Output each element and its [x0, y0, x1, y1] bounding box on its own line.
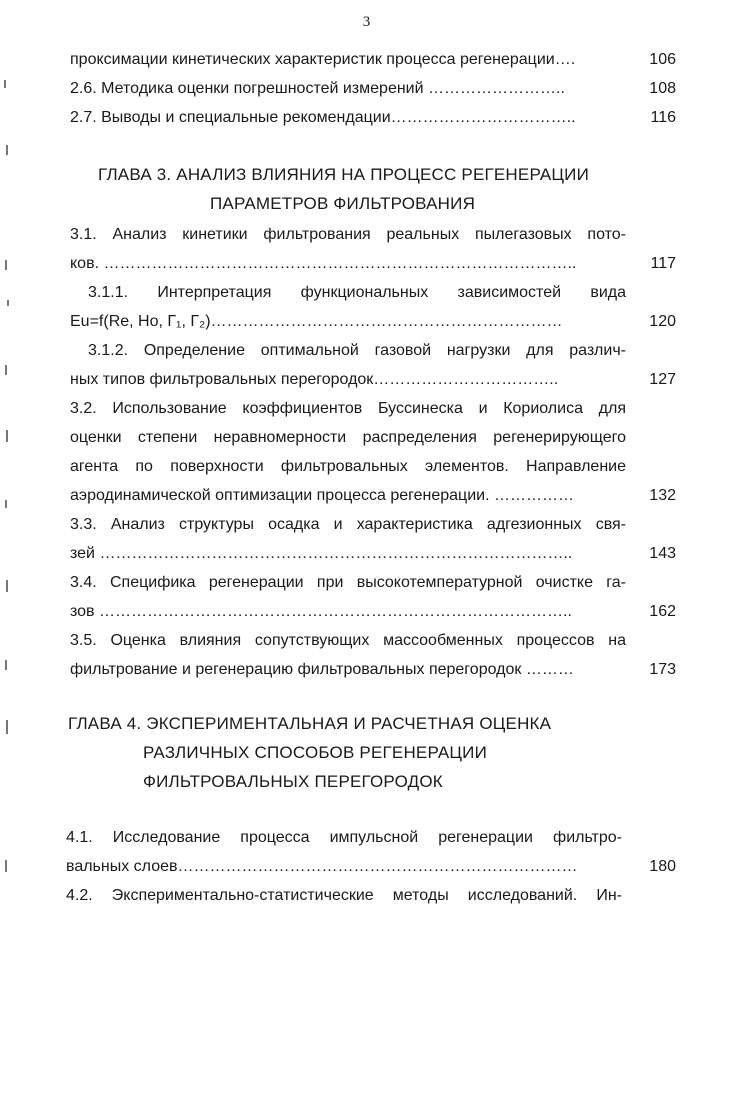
toc-page-number: 106	[649, 51, 676, 68]
toc-line: 3.1.1. Интерпретация функциональных зависимостей вида	[88, 284, 626, 301]
toc-page-number: 180	[649, 858, 676, 875]
page-number: 3	[362, 14, 371, 30]
toc-page-number: 143	[649, 545, 676, 562]
toc-line: проксимации кинетических характеристик процесса регенерации….	[70, 51, 576, 68]
toc-line: 3.3. Анализ структуры осадка и характеристика адгезионных свя-	[70, 516, 626, 533]
toc-line: 2.6. Методика оценки погрешностей измерений ……………………..	[70, 80, 565, 97]
toc-line: 3.2. Использование коэффициентов Буссинеска и Кориолиса для	[70, 400, 626, 417]
toc-page-number: 132	[649, 487, 676, 504]
toc-line: 4.1. Исследование процесса импульсной регенерации фильтро-	[66, 829, 622, 846]
toc-page-number: 117	[650, 255, 676, 272]
toc-page-number: 116	[650, 109, 676, 126]
toc-line: 2.7. Выводы и специальные рекомендации……………………………..	[70, 109, 576, 126]
toc-line: оценки степени неравномерности распределения регенерирующего	[70, 429, 626, 446]
toc-page-number: 120	[649, 313, 676, 330]
toc-line: фильтрование и регенерацию фильтровальных перегородок ………	[70, 661, 574, 678]
toc-line: аэродинамической оптимизации процесса регенерации. ……………	[70, 487, 574, 504]
toc-line: 3.1.2. Определение оптимальной газовой нагрузки для различ-	[88, 342, 626, 359]
toc-line: зов ……………………………………………………………………………..	[70, 603, 572, 620]
toc-page-number: 127	[649, 371, 676, 388]
margin-scan-marks	[0, 0, 14, 1100]
toc-page-number: 162	[649, 603, 676, 620]
toc-page-number: 173	[649, 661, 676, 678]
chapter-heading: РАЗЛИЧНЫХ СПОСОБОВ РЕГЕНЕРАЦИИ	[143, 743, 488, 762]
chapter-heading: ПАРАМЕТРОВ ФИЛЬТРОВАНИЯ	[210, 194, 476, 213]
chapter-heading: ФИЛЬТРОВАЛЬНЫХ ПЕРЕГОРОДОК	[143, 772, 443, 791]
toc-line: ных типов фильтровальных перегородок……………………………..	[70, 371, 559, 388]
toc-line: 4.2. Экспериментально-статистические методы исследований. Ин-	[66, 887, 622, 904]
chapter-heading: ГЛАВА 4. ЭКСПЕРИМЕНТАЛЬНАЯ И РАСЧЕТНАЯ ОЦЕНКА	[68, 714, 552, 733]
toc-page-number: 108	[649, 80, 676, 97]
toc-line: 3.4. Специфика регенерации при высокотемпературной очистке га-	[70, 574, 626, 591]
toc-line: Eu=f(Re, Ho, Г₁, Г₂)…………………………………………………………	[70, 313, 563, 330]
toc-line: агента по поверхности фильтровальных элементов. Направление	[70, 458, 626, 475]
toc-line: ков. ……………………………………………………………………………..	[70, 255, 577, 272]
toc-line: 3.5. Оценка влияния сопутствующих массообменных процессов на	[70, 632, 626, 649]
toc-line: зей ……………………………………………………………………………..	[70, 545, 573, 562]
chapter-heading: ГЛАВА 3. АНАЛИЗ ВЛИЯНИЯ НА ПРОЦЕСС РЕГЕНЕРАЦИИ	[98, 165, 590, 184]
toc-line: 3.1. Анализ кинетики фильтрования реальных пылегазовых пото-	[70, 226, 626, 243]
toc-line: вальных слоев…………………………………………………………………	[66, 858, 578, 875]
